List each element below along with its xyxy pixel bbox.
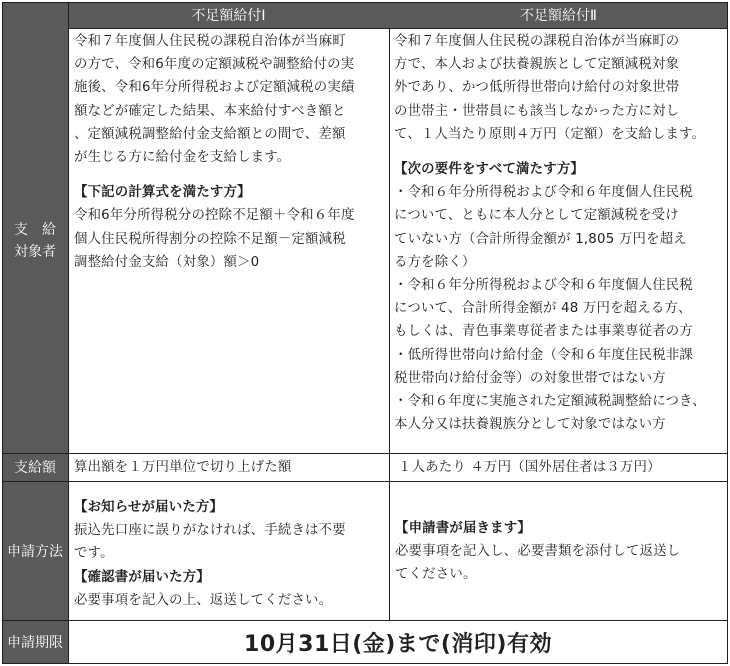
grid-line — [389, 28, 390, 620]
row-label-deadline: 申請期限 — [2, 620, 68, 664]
eligibility-col1-intro-line: 額などが確定した結果、本来給付すべき額と — [74, 103, 346, 119]
row-label-method: 申請方法 — [2, 481, 68, 620]
amount-col1-text: 算出額を１万円単位で切り上げた額 — [74, 460, 292, 475]
header-corner — [2, 2, 68, 28]
row-label-amount: 支給額 — [2, 453, 68, 481]
row-label-eligibility — [2, 28, 68, 453]
eligibility-col2-requirement-line: について、合計所得金額が 48 万円を超える方、 — [394, 301, 692, 317]
eligibility-col2-intro-line: 方で、本人および扶養親族として定額減税対象 — [394, 57, 680, 73]
method-col1-heading1: 【お知らせが届いた方】 — [74, 500, 224, 515]
eligibility-col2-requirement-line: ていない方（合計所得金額が 1,805 万円を超え — [394, 231, 687, 247]
benefit-table — [2, 2, 728, 664]
eligibility-col1-formula-line: 令和6年分所得税分の控除不足額＋令和６年度 — [74, 208, 355, 224]
row-label-eligibility-line1: 支 給 — [14, 221, 56, 238]
eligibility-col1-formula-line: 調整給付金支給（対象）額＞0 — [74, 254, 260, 270]
eligibility-col2-requirement-line: 本人分又は扶養親族分として対象ではない方 — [394, 417, 666, 433]
eligibility-col2-requirement-line: ・低所得世帯向け給付金（令和６年度住民税非課 — [394, 347, 693, 363]
grid-line — [727, 2, 728, 664]
amount-col2-text: １人あたり ４万円（国外居住者は３万円） — [398, 460, 661, 475]
grid-line — [2, 481, 728, 482]
eligibility-col2-requirement-line: ・令和６年分所得税および令和６年度個人住民税 — [394, 278, 693, 294]
eligibility-col2-requirement-line: もしくは、青色事業専従者または事業専従者の方 — [394, 324, 693, 340]
method-col2 — [389, 481, 728, 620]
eligibility-col2-intro-line: て、１人当たり原則４万円（定額）を支給します。 — [394, 126, 706, 142]
eligibility-col2-heading: 【次の要件をすべて満たす方】 — [394, 162, 584, 178]
eligibility-col1-intro-line: 、定額減税調整給付金支給額との間で、差額 — [74, 126, 346, 142]
eligibility-col1-intro-line: の方で、令和6年度の定額減税や調整給付の実 — [74, 57, 355, 73]
eligibility-col2-requirement-line: ・令和６年度に実施された定額減税調整給につき、 — [394, 394, 706, 410]
eligibility-col2-requirement-line: について、ともに本人分として定額減税を受け — [394, 208, 679, 224]
eligibility-col1-intro-line: が生じる方に給付金を支給します。 — [74, 150, 291, 166]
row-label-eligibility-line2: 対象者 — [14, 243, 56, 260]
grid-line — [68, 28, 728, 29]
grid-line — [2, 2, 728, 3]
eligibility-col2-intro-line: の世帯主・世帯員にも該当しなかった方に対し — [394, 103, 680, 119]
grid-line — [2, 2, 3, 664]
eligibility-col2-requirement-line: 税世帯向け給付金等）の対象世帯ではない方 — [394, 370, 666, 386]
method-col2-text-line: 必要事項を記入し、必要書類を添付して返送し — [395, 544, 681, 560]
eligibility-col1-heading: 【下記の計算式を満たす方】 — [74, 185, 251, 201]
method-col1 — [68, 481, 389, 620]
grid-line — [2, 453, 728, 454]
eligibility-col1-intro-line: 令和７年度個人住民税の課税自治体が当麻町 — [74, 34, 346, 49]
amount-col1 — [68, 453, 389, 481]
eligibility-col2-requirement-line: る方を除く） — [394, 254, 476, 270]
header-col1: 不足額給付Ⅰ — [68, 2, 389, 28]
eligibility-col2-requirement-line: ・令和６年分所得税および令和６年度個人住民税 — [394, 185, 693, 201]
method-col2-heading: 【申請書が届きます】 — [395, 521, 531, 536]
amount-col2 — [389, 453, 728, 481]
eligibility-col1-formula-line: 個人住民税所得割分の控除不足額－定額減税 — [74, 231, 346, 247]
eligibility-col2-intro-line: 令和７年度個人住民税の課税自治体が当麻町の — [394, 34, 680, 49]
grid-line — [2, 663, 728, 664]
method-col2-text-line: てください。 — [395, 567, 477, 583]
eligibility-col2 — [389, 28, 728, 453]
grid-line — [68, 2, 69, 664]
header-col2: 不足額給付Ⅱ — [389, 2, 728, 28]
eligibility-col2-intro-line: 外であり、かつ低所得世帯向け給付の対象世帯 — [394, 80, 680, 96]
method-col1-heading2: 【確認書が届いた方】 — [74, 569, 210, 585]
eligibility-col1-intro-line: 施後、令和6年分所得税および定額減税の実績 — [74, 80, 355, 96]
grid-line — [2, 620, 728, 621]
eligibility-col1 — [68, 28, 389, 453]
deadline-value: 10月31日(金)まで(消印)有効 — [244, 631, 552, 657]
method-col1-text2-line: 必要事項を記入の上、返送してください。 — [74, 592, 333, 608]
method-col1-text1-line: です。 — [74, 546, 114, 562]
method-col1-text1-line: 振込先口座に誤りがなければ、手続きは不要 — [74, 523, 346, 539]
